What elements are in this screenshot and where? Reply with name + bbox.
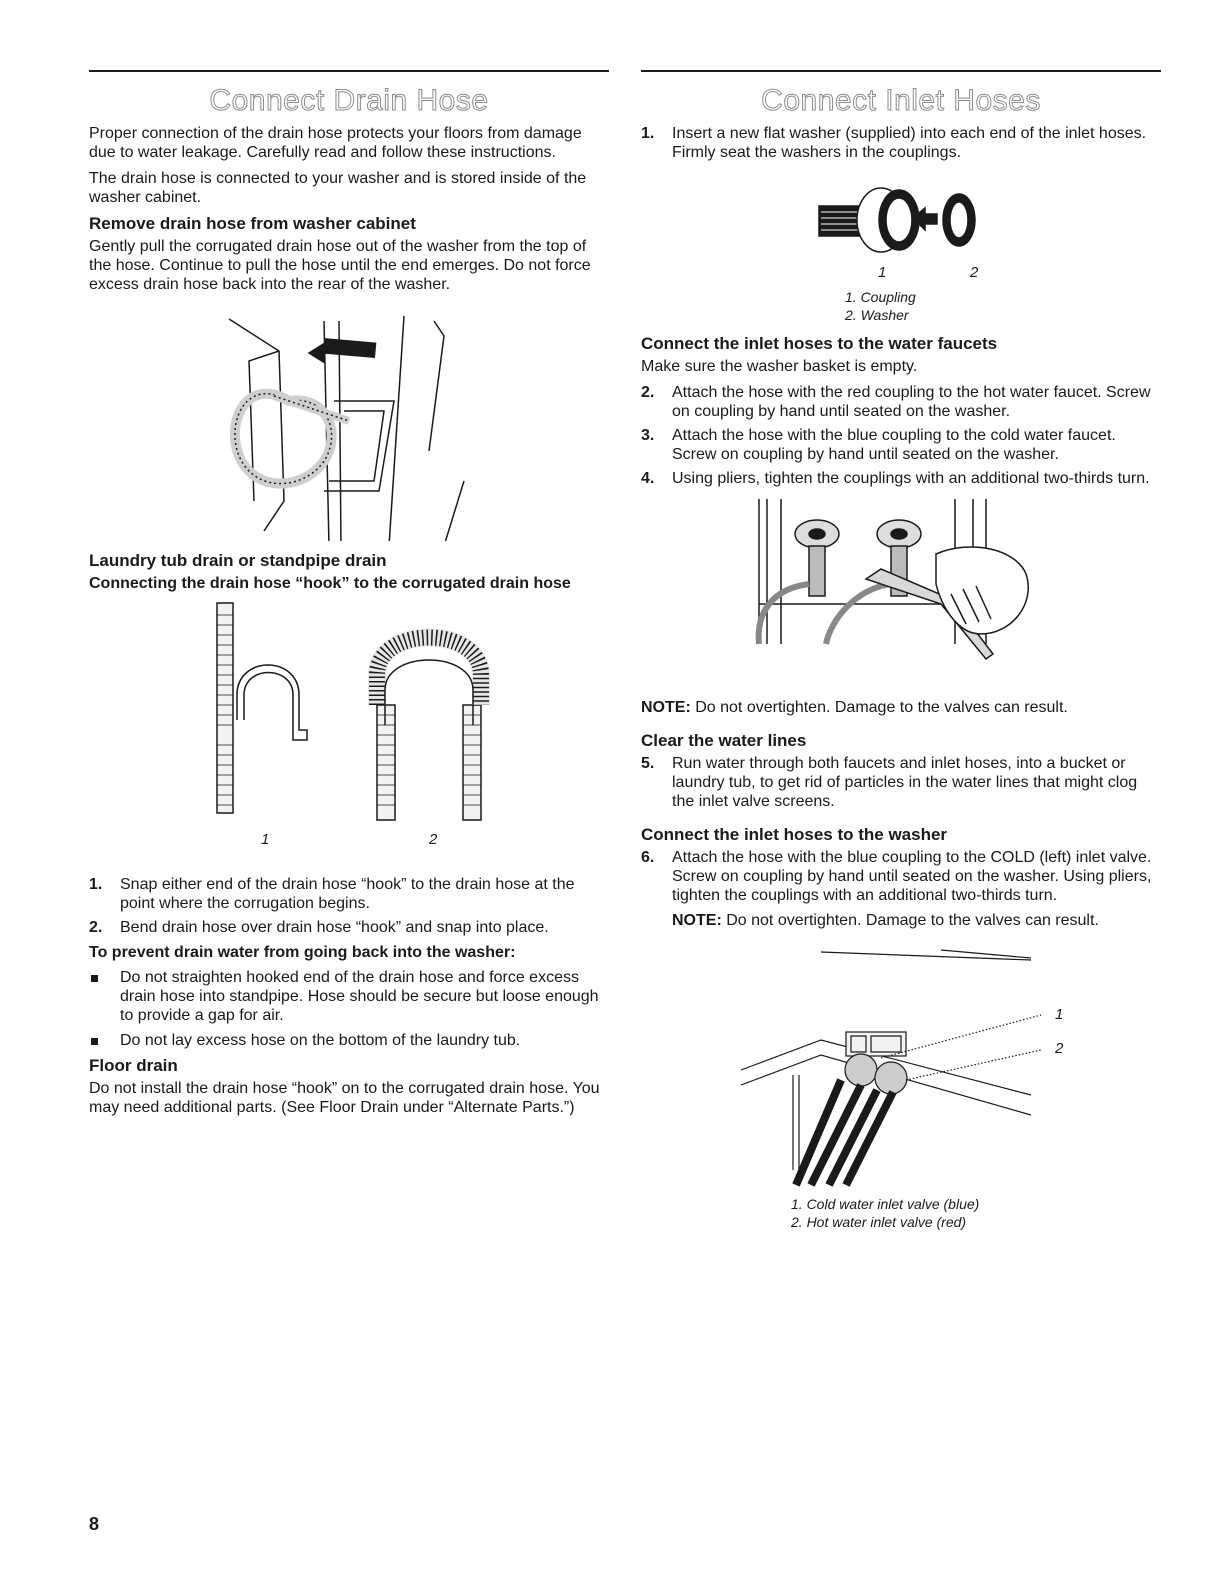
drain-hose-cabinet-figure: [89, 301, 609, 541]
right-column: [641, 70, 1161, 1231]
list-item: [89, 918, 609, 937]
faucet-steps-list: [641, 383, 1161, 488]
section-rule: [89, 70, 609, 72]
inlet-valve-illustration: [641, 940, 1161, 1195]
floor-drain-paragraph: Do not install the drain hose “hook” on to the corrugated drain hose. You may need additional parts. (See Floor Drain under “Alternate Parts.”): [89, 1080, 600, 1116]
faucets-paragraph: Make sure the washer basket is empty.: [641, 358, 918, 375]
remove-paragraph: Gently pull the corrugated drain hose out of the washer from the top of the hose. Continue to pull the hose until the end emerges. Do not force excess drain hose back into the rear of the washer.: [89, 238, 591, 293]
step-text: Using pliers, tighten the couplings with an additional two-thirds turn.: [672, 470, 1150, 487]
step-number: 3.: [641, 427, 655, 444]
step-number: 1.: [641, 125, 655, 142]
figure-label: 1: [878, 264, 887, 281]
prevent-heading: To prevent drain water from going back into the washer:: [89, 944, 516, 961]
list-item: [641, 124, 1161, 162]
prevent-bullets-list: [89, 968, 609, 1050]
step-number: 4.: [641, 470, 655, 487]
connect-washer-heading: Connect the inlet hoses to the washer: [641, 825, 948, 844]
list-item: [641, 469, 1161, 488]
step-number: 2.: [89, 919, 103, 936]
figure-caption: 2. Washer: [845, 307, 909, 323]
faucet-pliers-illustration: [641, 494, 1161, 689]
list-item: [641, 754, 1161, 811]
laundry-tub-heading: Laundry tub drain or standpipe drain: [89, 551, 387, 570]
washer-step-list: [641, 124, 1161, 162]
note-label: NOTE:: [672, 912, 722, 929]
step-number: 6.: [641, 849, 655, 866]
step-text: Bend drain hose over drain hose “hook” and snap into place.: [120, 919, 549, 936]
section-rule: [641, 70, 1161, 72]
hook-steps-list: [89, 875, 609, 937]
note-text: Do not overtighten. Damage to the valves can result.: [690, 699, 1068, 716]
step-number: 1.: [89, 876, 103, 893]
figure-label: 2: [1055, 1040, 1064, 1057]
section-title-drain-hose: Connect Drain Hose: [209, 84, 489, 117]
page-number: 8: [89, 1514, 100, 1534]
figure-caption: 1. Cold water inlet valve (blue): [791, 1196, 980, 1212]
bullet-icon: [89, 1031, 120, 1050]
faucet-pliers-figure: [641, 494, 1161, 694]
bullet-text: Do not lay excess hose on the bottom of the laundry tub.: [120, 1032, 521, 1049]
drain-hose-cabinet-illustration: [89, 301, 609, 541]
intro-paragraph: The drain hose is connected to your washer and is stored inside of the washer cabinet.: [89, 170, 587, 206]
connect-washer-steps: [641, 848, 1161, 905]
list-item: [89, 875, 609, 913]
list-item: [641, 383, 1161, 421]
coupling-washer-figure: [641, 168, 1161, 288]
figure-label: 2: [970, 264, 979, 281]
figure-caption: 2. Hot water inlet valve (red): [791, 1214, 967, 1230]
figure-label: 1: [1055, 1006, 1064, 1023]
clear-lines-heading: Clear the water lines: [641, 731, 807, 750]
figure-label: 2: [429, 831, 438, 848]
step-number: 5.: [641, 755, 655, 772]
bullet-text: Do not straighten hooked end of the drain hose and force excess drain hose into standpipe. Hose should be secure but loose enough to provide a gap for air.: [120, 969, 599, 1024]
list-item: [89, 968, 609, 1025]
step-text: Snap either end of the drain hose “hook” to the drain hose at the point where the corrugation begins.: [120, 876, 575, 912]
faucets-heading: Connect the inlet hoses to the water faucets: [641, 334, 998, 353]
floor-drain-heading: Floor drain: [89, 1056, 178, 1075]
figure-label: 1: [261, 831, 270, 848]
clear-lines-steps: [641, 754, 1161, 811]
bullet-icon: [89, 968, 120, 1025]
coupling-washer-illustration: [641, 168, 1161, 258]
step-text: Attach the hose with the blue coupling to the COLD (left) inlet valve. Screw on coupling by hand until seated on the washer. Using pliers, tighten the couplings with an additional two-thirds turn.: [672, 849, 1152, 904]
step-text: Attach the hose with the red coupling to the hot water faucet. Screw on coupling by hand until seated on the washer.: [672, 384, 1151, 420]
note-paragraph: [672, 911, 1161, 930]
step-text: Insert a new flat washer (supplied) into each end of the inlet hoses. Firmly seat the washers in the couplings.: [672, 125, 1147, 161]
intro-paragraph: Proper connection of the drain hose protects your floors from damage due to water leakage. Carefully read and follow these instructions.: [89, 125, 582, 161]
list-item: [89, 1031, 609, 1050]
inlet-valve-figure: [641, 940, 1161, 1195]
note-label: NOTE:: [641, 699, 691, 716]
list-item: [641, 426, 1161, 464]
hook-hose-figure: [89, 595, 609, 875]
hook-hose-illustration: [89, 595, 609, 845]
list-item: [641, 848, 1161, 905]
section-title-inlet-hoses: Connect Inlet Hoses: [761, 84, 1041, 117]
step-number: 2.: [641, 384, 655, 401]
figure-caption: 1. Coupling: [845, 289, 916, 305]
note-paragraph: [641, 698, 1161, 717]
hook-subheading: Connecting the drain hose “hook” to the corrugated drain hose: [89, 575, 571, 592]
remove-heading: Remove drain hose from washer cabinet: [89, 214, 416, 233]
note-text: Do not overtighten. Damage to the valves can result.: [721, 912, 1099, 929]
step-text: Attach the hose with the blue coupling to the cold water faucet. Screw on coupling by hand until seated on the washer.: [672, 427, 1116, 463]
left-column: [89, 70, 609, 1124]
step-text: Run water through both faucets and inlet hoses, into a bucket or laundry tub, to get rid of particles in the water lines that might clog the inlet valve screens.: [672, 755, 1138, 810]
